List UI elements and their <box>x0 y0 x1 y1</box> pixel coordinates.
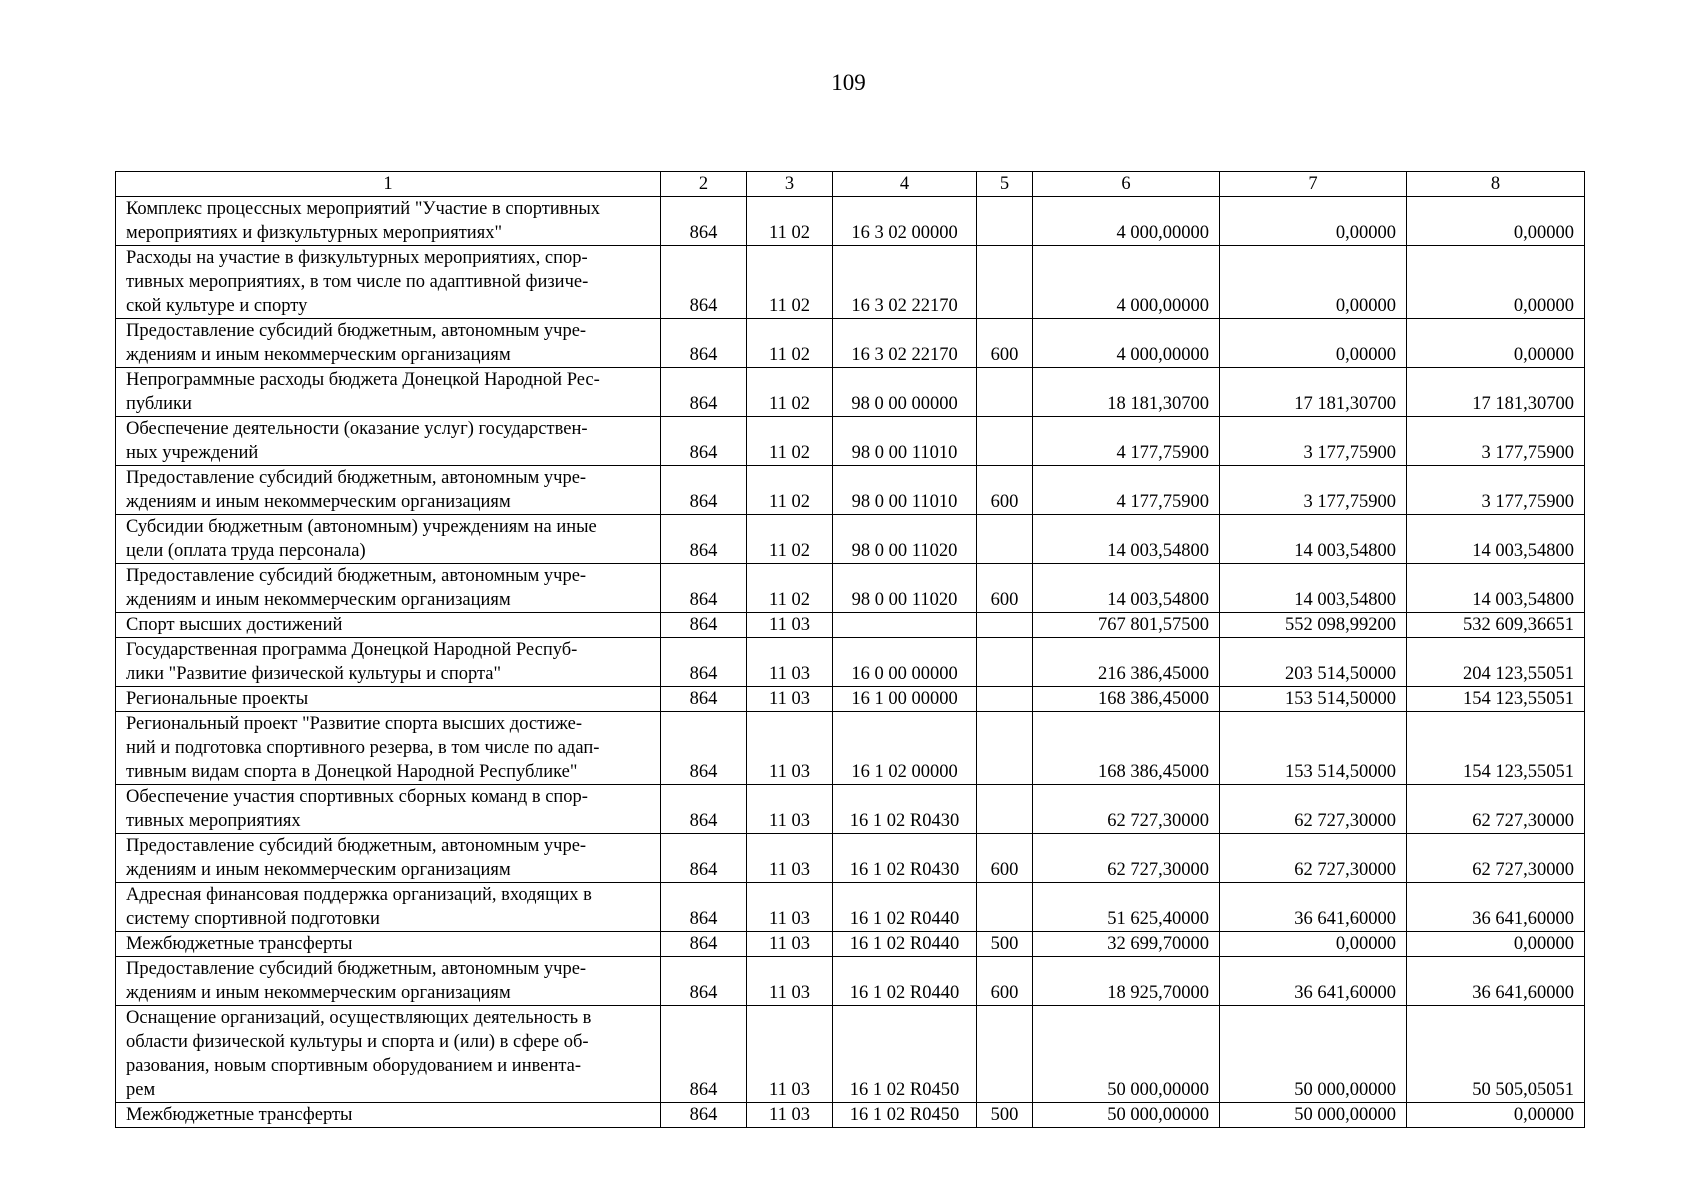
target-article-cell: 16 1 02 00000 <box>833 712 977 785</box>
expense-type-cell <box>977 712 1033 785</box>
row-name-cell: Субсидии бюджетным (автономным) учреждениям на иные цели (оплата труда персонала) <box>116 515 661 564</box>
amount-col7-cell: 36 641,60000 <box>1220 957 1407 1006</box>
amount-col7-cell: 62 727,30000 <box>1220 785 1407 834</box>
table-body <box>116 197 1585 1128</box>
admin-code-cell: 864 <box>661 932 747 957</box>
amount-col6-cell: 168 386,45000 <box>1033 687 1220 712</box>
target-article-cell: 16 1 02 R0450 <box>833 1103 977 1128</box>
amount-col7-cell: 203 514,50000 <box>1220 638 1407 687</box>
admin-code-cell: 864 <box>661 687 747 712</box>
amount-col8-cell: 50 505,05051 <box>1407 1006 1585 1103</box>
amount-col8-cell: 0,00000 <box>1407 246 1585 319</box>
header-row <box>116 172 1585 197</box>
table-row <box>116 1103 1585 1128</box>
row-name-cell: Предоставление субсидий бюджетным, автономным учре- ждениям и иным некоммерческим организациям <box>116 564 661 613</box>
table-row <box>116 319 1585 368</box>
row-name-cell: Обеспечение деятельности (оказание услуг) государствен- ных учреждений <box>116 417 661 466</box>
amount-col6-cell: 50 000,00000 <box>1033 1103 1220 1128</box>
admin-code-cell: 864 <box>661 319 747 368</box>
section-code-cell: 11 02 <box>747 515 833 564</box>
admin-code-cell: 864 <box>661 417 747 466</box>
section-code-cell: 11 02 <box>747 197 833 246</box>
amount-col7-cell: 0,00000 <box>1220 319 1407 368</box>
table-row <box>116 638 1585 687</box>
admin-code-cell: 864 <box>661 785 747 834</box>
expense-type-cell <box>977 883 1033 932</box>
row-name-cell: Оснащение организаций, осуществляющих деятельность в области физической культуры и спорта и (или) в сфере об- разования, новым спортивным оборудованием и инвента- рем <box>116 1006 661 1103</box>
target-article-cell: 16 1 02 R0430 <box>833 785 977 834</box>
amount-col8-cell: 62 727,30000 <box>1407 834 1585 883</box>
amount-col8-cell: 204 123,55051 <box>1407 638 1585 687</box>
amount-col7-cell: 36 641,60000 <box>1220 883 1407 932</box>
target-article-cell: 16 1 02 R0440 <box>833 957 977 1006</box>
amount-col6-cell: 4 000,00000 <box>1033 319 1220 368</box>
amount-col6-cell: 62 727,30000 <box>1033 785 1220 834</box>
target-article-cell: 16 1 02 R0440 <box>833 932 977 957</box>
admin-code-cell: 864 <box>661 957 747 1006</box>
row-name-cell: Комплекс процессных мероприятий "Участие в спортивных мероприятиях и физкультурных мероприятиях" <box>116 197 661 246</box>
expense-type-cell <box>977 515 1033 564</box>
target-article-cell: 98 0 00 11010 <box>833 466 977 515</box>
amount-col6-cell: 18 181,30700 <box>1033 368 1220 417</box>
target-article-cell: 98 0 00 00000 <box>833 368 977 417</box>
row-name-cell: Региональные проекты <box>116 687 661 712</box>
amount-col7-cell: 3 177,75900 <box>1220 417 1407 466</box>
expense-type-cell: 600 <box>977 957 1033 1006</box>
target-article-cell: 16 1 02 R0440 <box>833 883 977 932</box>
amount-col7-cell: 153 514,50000 <box>1220 712 1407 785</box>
table-row <box>116 417 1585 466</box>
row-name-cell: Предоставление субсидий бюджетным, автономным учре- ждениям и иным некоммерческим организациям <box>116 957 661 1006</box>
amount-col7-cell: 0,00000 <box>1220 197 1407 246</box>
amount-col8-cell: 154 123,55051 <box>1407 712 1585 785</box>
amount-col8-cell: 532 609,36651 <box>1407 613 1585 638</box>
admin-code-cell: 864 <box>661 564 747 613</box>
amount-col7-cell: 17 181,30700 <box>1220 368 1407 417</box>
table-row <box>116 712 1585 785</box>
section-code-cell: 11 03 <box>747 834 833 883</box>
admin-code-cell: 864 <box>661 368 747 417</box>
amount-col6-cell: 50 000,00000 <box>1033 1006 1220 1103</box>
row-name-cell: Межбюджетные трансферты <box>116 1103 661 1128</box>
expense-type-cell <box>977 368 1033 417</box>
section-code-cell: 11 03 <box>747 687 833 712</box>
amount-col6-cell: 168 386,45000 <box>1033 712 1220 785</box>
table-row <box>116 515 1585 564</box>
admin-code-cell: 864 <box>661 466 747 515</box>
table-row <box>116 957 1585 1006</box>
section-code-cell: 11 03 <box>747 883 833 932</box>
header-cell: 8 <box>1407 172 1585 197</box>
amount-col8-cell: 14 003,54800 <box>1407 564 1585 613</box>
row-name-cell: Межбюджетные трансферты <box>116 932 661 957</box>
section-code-cell: 11 02 <box>747 466 833 515</box>
target-article-cell <box>833 613 977 638</box>
target-article-cell: 98 0 00 11020 <box>833 564 977 613</box>
expense-type-cell: 500 <box>977 1103 1033 1128</box>
expense-type-cell <box>977 197 1033 246</box>
amount-col8-cell: 0,00000 <box>1407 319 1585 368</box>
admin-code-cell: 864 <box>661 613 747 638</box>
header-cell: 6 <box>1033 172 1220 197</box>
target-article-cell: 16 3 02 22170 <box>833 246 977 319</box>
section-code-cell: 11 03 <box>747 1103 833 1128</box>
amount-col7-cell: 14 003,54800 <box>1220 515 1407 564</box>
amount-col6-cell: 14 003,54800 <box>1033 515 1220 564</box>
header-cell: 1 <box>116 172 661 197</box>
amount-col6-cell: 4 177,75900 <box>1033 466 1220 515</box>
amount-col7-cell: 153 514,50000 <box>1220 687 1407 712</box>
amount-col7-cell: 62 727,30000 <box>1220 834 1407 883</box>
section-code-cell: 11 02 <box>747 564 833 613</box>
amount-col6-cell: 62 727,30000 <box>1033 834 1220 883</box>
row-name-cell: Предоставление субсидий бюджетным, автономным учре- ждениям и иным некоммерческим организациям <box>116 319 661 368</box>
table-row <box>116 466 1585 515</box>
header-cell: 3 <box>747 172 833 197</box>
amount-col8-cell: 154 123,55051 <box>1407 687 1585 712</box>
table-row <box>116 197 1585 246</box>
amount-col8-cell: 14 003,54800 <box>1407 515 1585 564</box>
amount-col6-cell: 14 003,54800 <box>1033 564 1220 613</box>
expense-type-cell <box>977 613 1033 638</box>
header-cell: 4 <box>833 172 977 197</box>
page-number: 109 <box>831 70 866 95</box>
row-name-cell: Региональный проект "Развитие спорта высших достиже- ний и подготовка спортивного резерва, в том числе по адап- тивным видам спорта в Донецкой Народной Республике" <box>116 712 661 785</box>
table-row <box>116 834 1585 883</box>
admin-code-cell: 864 <box>661 246 747 319</box>
amount-col7-cell: 14 003,54800 <box>1220 564 1407 613</box>
admin-code-cell: 864 <box>661 197 747 246</box>
amount-col8-cell: 3 177,75900 <box>1407 417 1585 466</box>
amount-col8-cell: 0,00000 <box>1407 1103 1585 1128</box>
amount-col6-cell: 51 625,40000 <box>1033 883 1220 932</box>
amount-col8-cell: 36 641,60000 <box>1407 883 1585 932</box>
header-cell: 5 <box>977 172 1033 197</box>
amount-col8-cell: 0,00000 <box>1407 197 1585 246</box>
table-row <box>116 1006 1585 1103</box>
admin-code-cell: 864 <box>661 638 747 687</box>
expense-type-cell <box>977 638 1033 687</box>
table-row <box>116 246 1585 319</box>
section-code-cell: 11 03 <box>747 932 833 957</box>
section-code-cell: 11 03 <box>747 638 833 687</box>
table-row <box>116 785 1585 834</box>
section-code-cell: 11 03 <box>747 957 833 1006</box>
section-code-cell: 11 03 <box>747 1006 833 1103</box>
expense-type-cell <box>977 246 1033 319</box>
target-article-cell: 16 3 02 22170 <box>833 319 977 368</box>
admin-code-cell: 864 <box>661 515 747 564</box>
amount-col6-cell: 4 000,00000 <box>1033 197 1220 246</box>
section-code-cell: 11 03 <box>747 613 833 638</box>
amount-col6-cell: 767 801,57500 <box>1033 613 1220 638</box>
section-code-cell: 11 02 <box>747 319 833 368</box>
expense-type-cell: 500 <box>977 932 1033 957</box>
expense-type-cell: 600 <box>977 834 1033 883</box>
section-code-cell: 11 03 <box>747 712 833 785</box>
row-name-cell: Адресная финансовая поддержка организаций, входящих в систему спортивной подготовки <box>116 883 661 932</box>
row-name-cell: Расходы на участие в физкультурных мероприятиях, спор- тивных мероприятиях, в том числе по адаптивной физиче- ской культуре и спорту <box>116 246 661 319</box>
amount-col6-cell: 4 177,75900 <box>1033 417 1220 466</box>
row-name-cell: Предоставление субсидий бюджетным, автономным учре- ждениям и иным некоммерческим организациям <box>116 466 661 515</box>
table-row <box>116 368 1585 417</box>
row-name-cell: Предоставление субсидий бюджетным, автономным учре- ждениям и иным некоммерческим организациям <box>116 834 661 883</box>
budget-table <box>115 171 1585 1128</box>
target-article-cell: 16 1 02 R0450 <box>833 1006 977 1103</box>
amount-col7-cell: 3 177,75900 <box>1220 466 1407 515</box>
expense-type-cell: 600 <box>977 564 1033 613</box>
target-article-cell: 16 1 00 00000 <box>833 687 977 712</box>
amount-col8-cell: 17 181,30700 <box>1407 368 1585 417</box>
amount-col7-cell: 0,00000 <box>1220 932 1407 957</box>
header-cell: 2 <box>661 172 747 197</box>
table-row <box>116 687 1585 712</box>
amount-col7-cell: 552 098,99200 <box>1220 613 1407 638</box>
row-name-cell: Непрограммные расходы бюджета Донецкой Народной Рес- публики <box>116 368 661 417</box>
expense-type-cell: 600 <box>977 319 1033 368</box>
admin-code-cell: 864 <box>661 1103 747 1128</box>
amount-col8-cell: 0,00000 <box>1407 932 1585 957</box>
admin-code-cell: 864 <box>661 883 747 932</box>
amount-col6-cell: 32 699,70000 <box>1033 932 1220 957</box>
target-article-cell: 98 0 00 11020 <box>833 515 977 564</box>
target-article-cell: 16 1 02 R0430 <box>833 834 977 883</box>
target-article-cell: 16 3 02 00000 <box>833 197 977 246</box>
amount-col7-cell: 0,00000 <box>1220 246 1407 319</box>
section-code-cell: 11 02 <box>747 417 833 466</box>
amount-col6-cell: 216 386,45000 <box>1033 638 1220 687</box>
amount-col8-cell: 62 727,30000 <box>1407 785 1585 834</box>
expense-type-cell <box>977 1006 1033 1103</box>
section-code-cell: 11 02 <box>747 246 833 319</box>
amount-col7-cell: 50 000,00000 <box>1220 1006 1407 1103</box>
admin-code-cell: 864 <box>661 834 747 883</box>
expense-type-cell <box>977 687 1033 712</box>
section-code-cell: 11 03 <box>747 785 833 834</box>
table-row <box>116 932 1585 957</box>
amount-col7-cell: 50 000,00000 <box>1220 1103 1407 1128</box>
table-row <box>116 613 1585 638</box>
row-name-cell: Обеспечение участия спортивных сборных команд в спор- тивных мероприятиях <box>116 785 661 834</box>
row-name-cell: Спорт высших достижений <box>116 613 661 638</box>
amount-col6-cell: 18 925,70000 <box>1033 957 1220 1006</box>
amount-col6-cell: 4 000,00000 <box>1033 246 1220 319</box>
admin-code-cell: 864 <box>661 712 747 785</box>
admin-code-cell: 864 <box>661 1006 747 1103</box>
expense-type-cell <box>977 785 1033 834</box>
amount-col8-cell: 3 177,75900 <box>1407 466 1585 515</box>
amount-col8-cell: 36 641,60000 <box>1407 957 1585 1006</box>
target-article-cell: 98 0 00 11010 <box>833 417 977 466</box>
table-row <box>116 883 1585 932</box>
section-code-cell: 11 02 <box>747 368 833 417</box>
table-row <box>116 564 1585 613</box>
row-name-cell: Государственная программа Донецкой Народной Респуб- лики "Развитие физической культуры и спорта" <box>116 638 661 687</box>
header-cell: 7 <box>1220 172 1407 197</box>
expense-type-cell <box>977 417 1033 466</box>
target-article-cell: 16 0 00 00000 <box>833 638 977 687</box>
expense-type-cell: 600 <box>977 466 1033 515</box>
